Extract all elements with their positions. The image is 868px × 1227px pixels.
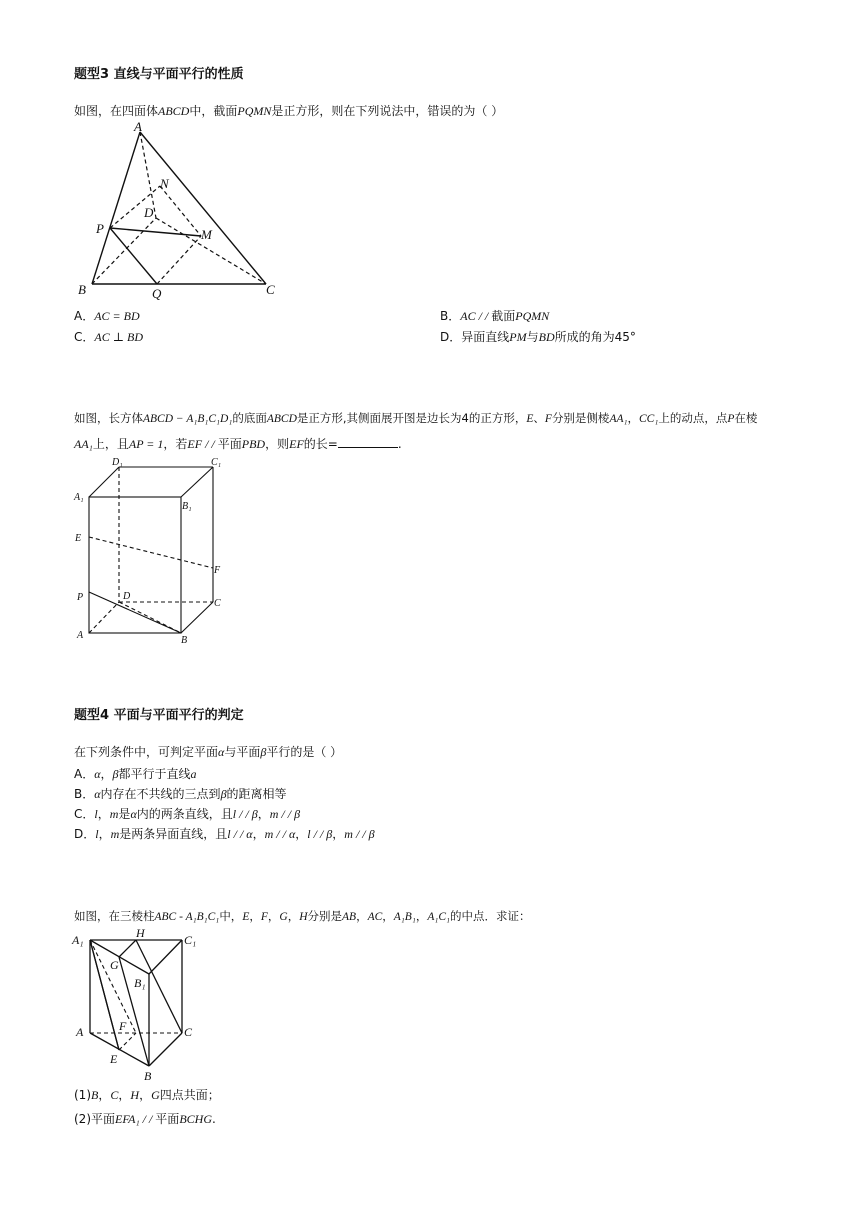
text: 在下列条件中，可判定平面 <box>74 745 219 759</box>
cuboid-figure <box>70 455 240 647</box>
math: m / / α <box>264 827 296 841</box>
q4-part-1 <box>74 1086 220 1103</box>
fig1-label-n: N <box>160 176 169 191</box>
option-text: 与 <box>526 330 539 344</box>
option-math: AC ⊥ BD <box>94 330 144 344</box>
math: H <box>299 911 308 923</box>
q3-option-d[interactable] <box>74 825 375 842</box>
q1-stem-math: ABCD <box>158 104 190 118</box>
text: ， <box>332 827 345 841</box>
text: 内存在不共线的三点到 <box>100 787 221 801</box>
text: 分别是 <box>307 909 342 923</box>
fig1-label-b: B <box>78 282 86 297</box>
q1-stem-text: 中，截面 <box>189 104 238 118</box>
fig1-label-m: M <box>201 227 212 242</box>
text: 内的两条直线，且 <box>136 807 233 821</box>
text: 分别是侧棱 <box>551 411 610 425</box>
text: ， <box>98 827 111 841</box>
text: ， <box>295 827 308 841</box>
fig2-label-a: A <box>77 630 84 641</box>
math: l <box>94 807 98 821</box>
q3-option-b[interactable] <box>74 785 287 802</box>
math: ABC - A₁B₁C₁ <box>154 911 220 923</box>
text: 的中点．求证： <box>450 909 531 923</box>
math: a <box>190 767 197 781</box>
text: 如图，长方体 <box>74 411 143 425</box>
q2-stem-line1 <box>74 410 757 426</box>
fig2-label-f: F <box>214 565 221 576</box>
option-math: AC = BD <box>94 309 140 323</box>
text: ， <box>382 909 394 923</box>
math: α <box>218 745 225 759</box>
math: EFA₁ / / <box>115 1112 156 1126</box>
math: PBD <box>241 437 266 451</box>
q1-option-d[interactable] <box>440 328 636 345</box>
fig1-label-c: C <box>266 282 275 297</box>
text: 上的动点，点 <box>658 411 728 425</box>
q3-stem <box>74 743 342 760</box>
text: 在棱 <box>734 411 758 425</box>
text: 平行的是（ ） <box>266 745 343 759</box>
math: BCHG <box>179 1112 212 1126</box>
text: 是两条异面直线，且 <box>119 827 228 841</box>
fig2-label-d: D <box>123 591 131 602</box>
option-letter: C． <box>74 330 95 344</box>
fig2-label-a1: A₁ <box>74 492 84 503</box>
q3-option-a[interactable] <box>74 765 197 782</box>
text: 的距离相等 <box>226 787 287 801</box>
text: 的底面 <box>232 411 267 425</box>
math: E <box>526 413 534 425</box>
math: AA₁ <box>609 413 628 425</box>
text: ， <box>139 1088 152 1102</box>
math: l / / α <box>227 827 253 841</box>
q1-stem-math: PQMN <box>237 104 272 118</box>
math: A₁C₁ <box>427 911 451 923</box>
fig3-label-a: A <box>76 1025 84 1039</box>
text: ， <box>118 1088 131 1102</box>
tetrahedron-figure <box>74 120 294 302</box>
fig3-label-g: G <box>110 958 119 972</box>
text: ，若 <box>163 437 188 451</box>
text: ， <box>98 1088 111 1102</box>
math: B <box>91 1088 99 1102</box>
text: ， <box>356 909 368 923</box>
text: (2)平面 <box>74 1112 115 1126</box>
math: m / / β <box>344 827 375 841</box>
q4-part-2 <box>74 1110 216 1127</box>
math: P <box>727 413 735 425</box>
text: 上，且 <box>92 437 129 451</box>
text: 四点共面； <box>159 1088 220 1102</box>
fig2-label-p: P <box>77 592 84 603</box>
math: ABCD <box>266 413 297 425</box>
text: 的长= <box>303 437 338 451</box>
math: m <box>110 827 120 841</box>
fig3-label-h: H <box>136 926 145 940</box>
math: H <box>130 1088 140 1102</box>
option-letter: D． <box>74 827 96 841</box>
q2-stem-line2 <box>74 435 402 452</box>
fig2-label-d1: D₁ <box>112 457 123 468</box>
math: E <box>242 911 250 923</box>
fig2-label-b: B <box>181 635 188 646</box>
fig2-label-b1: B₁ <box>182 501 192 512</box>
fig2-label-e: E <box>75 533 82 544</box>
text: 都平行于直线 <box>118 767 191 781</box>
math: AC <box>367 911 383 923</box>
math: AB <box>342 911 357 923</box>
text: 平面 <box>155 1112 180 1126</box>
math: EF <box>289 437 304 451</box>
math: AA₁ <box>74 437 93 451</box>
fig3-label-b: B <box>144 1069 152 1083</box>
option-letter: D． <box>440 330 462 344</box>
math: β <box>112 767 119 781</box>
option-letter: C． <box>74 807 95 821</box>
q1-option-a[interactable] <box>74 307 140 324</box>
option-math: PM <box>509 330 527 344</box>
text: 中， <box>219 909 243 923</box>
fig3-label-c: C <box>184 1025 193 1039</box>
fig1-label-a: A <box>134 120 142 134</box>
text: 是 <box>118 807 131 821</box>
text: (1) <box>74 1088 91 1102</box>
math: G <box>279 911 288 923</box>
text: ， <box>627 411 639 425</box>
option-letter: B． <box>74 787 95 801</box>
text: ， <box>257 807 270 821</box>
option-letter: A． <box>74 309 95 323</box>
fig3-label-e: E <box>110 1052 118 1066</box>
math: m <box>109 807 119 821</box>
text: 平面 <box>217 437 242 451</box>
option-letter: B． <box>440 309 461 323</box>
q1-stem-text: 是正方形，则在下列说法中，错误的为（ ） <box>271 104 504 118</box>
fig1-label-q: Q <box>152 286 162 301</box>
math: l / / β <box>232 807 258 821</box>
math: β <box>220 787 227 801</box>
math: m / / β <box>269 807 301 821</box>
text: 如图，在三棱柱 <box>74 909 155 923</box>
math: G <box>151 1088 160 1102</box>
math: F <box>544 413 552 425</box>
answer-blank[interactable] <box>338 435 398 448</box>
math: l / / β <box>307 827 333 841</box>
fig3-label-f: F <box>119 1019 127 1033</box>
section-4-title: 题型4 平面与平面平行的判定 <box>74 708 244 723</box>
text: ， <box>100 767 113 781</box>
math: α <box>94 787 101 801</box>
text: ， <box>267 909 280 923</box>
fig3-label-a1: A₁ <box>72 933 84 947</box>
text: ， <box>97 807 110 821</box>
option-text: 所成的角为45° <box>554 330 636 344</box>
option-text: 异面直线 <box>461 330 510 344</box>
fig2-label-c1: C₁ <box>211 457 222 468</box>
fig2-label-c: C <box>214 598 221 609</box>
q1-option-b[interactable] <box>440 307 549 324</box>
option-math: PQMN <box>515 309 550 323</box>
text: ， <box>415 909 428 923</box>
math: β <box>260 745 267 759</box>
math: α <box>94 767 101 781</box>
q3-option-c[interactable] <box>74 805 300 822</box>
math: ABCD − A₁B₁C₁D₁ <box>143 413 233 425</box>
option-letter: A． <box>74 767 95 781</box>
text: ， <box>249 909 261 923</box>
option-math: AC / / <box>460 309 492 323</box>
math: AP = 1 <box>128 437 164 451</box>
text: ，则 <box>265 437 290 451</box>
option-math: BD <box>538 330 555 344</box>
q1-stem-text: 如图，在四面体 <box>74 104 159 118</box>
math: CC₁ <box>639 413 659 425</box>
text: 、 <box>533 411 545 425</box>
fig1-label-p: P <box>96 221 104 236</box>
math: l <box>95 827 99 841</box>
math: F <box>260 911 268 923</box>
text: ， <box>252 827 265 841</box>
text: . <box>397 437 402 451</box>
q1-option-c[interactable] <box>74 328 143 345</box>
fig3-label-c1: C₁ <box>184 933 197 947</box>
section-3-title: 题型3 直线与平面平行的性质 <box>74 67 244 82</box>
q1-stem <box>74 102 503 119</box>
text: 是正方形,其侧面展开图是边长为4的正方形， <box>296 411 527 425</box>
option-text: 截面 <box>491 309 516 323</box>
math: EF / / <box>187 437 218 451</box>
text: ， <box>287 909 300 923</box>
math: α <box>130 807 137 821</box>
q4-stem <box>74 908 531 924</box>
prism-figure <box>70 925 210 1083</box>
text: . <box>211 1112 216 1126</box>
math: C <box>110 1088 119 1102</box>
fig3-label-b1: B₁ <box>134 976 146 990</box>
text: 与平面 <box>224 745 261 759</box>
fig1-label-d: D <box>144 205 154 220</box>
math: A₁B₁ <box>393 911 416 923</box>
